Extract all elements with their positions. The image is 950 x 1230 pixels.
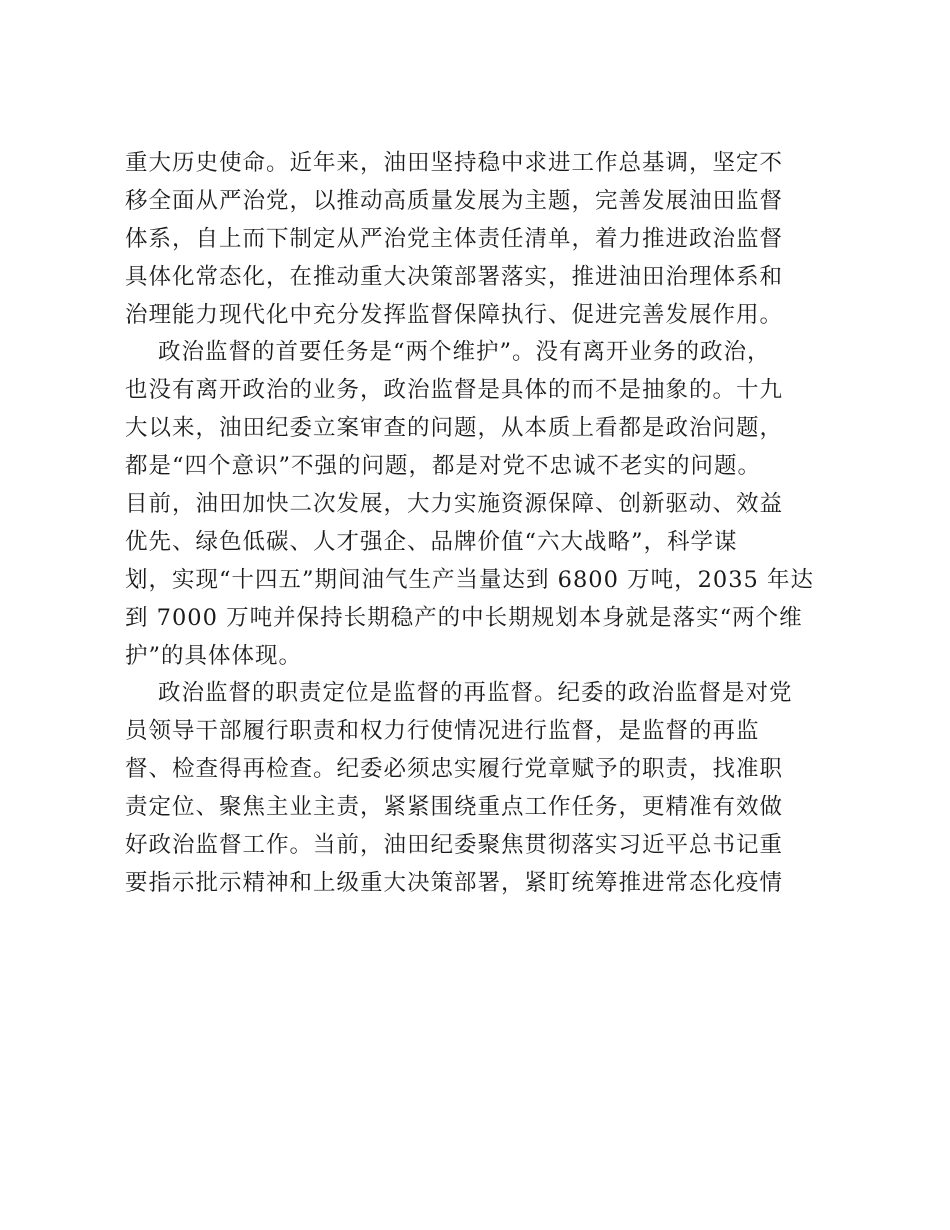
text-line: 政治监督的职责定位是监督的再监督。纪委的政治监督是对党 <box>158 680 793 707</box>
text-line: 责定位、聚焦主业主责，紧紧围绕重点工作任务，更精准有效做 <box>125 794 784 821</box>
document-body <box>125 145 845 903</box>
text-line: 督、检查得再检查。纪委必须忠实履行党章赋予的职责，找准职 <box>125 756 784 783</box>
text-line: 要指示批示精神和上级重大决策部署，紧盯统筹推进常态化疫情 <box>125 869 784 896</box>
text-line: 大以来，油田纪委立案审查的问题，从本质上看都是政治问题， <box>125 415 784 442</box>
text-line: 优先、绿色低碳、人才强企、品牌价值“六大战略”，科学谋 <box>125 528 738 555</box>
text-line: 移全面从严治党，以推动高质量发展为主题，完善发展油田监督 <box>125 187 784 214</box>
text-line: 员领导干部履行职责和权力行使情况进行监督，是监督的再监 <box>125 718 760 745</box>
text-line: 划，实现“十四五”期间油气生产当量达到 6800 万吨，2035 年达 <box>125 566 814 593</box>
text-line: 好政治监督工作。当前，油田纪委聚焦贯彻落实习近平总书记重 <box>125 832 784 859</box>
text-line: 重大历史使命。近年来，油田坚持稳中求进工作总基调，坚定不 <box>125 150 784 176</box>
text-line: 体系，自上而下制定从严治党主体责任清单，着力推进政治监督 <box>125 225 784 252</box>
text-line: 护”的具体体现。 <box>125 642 303 669</box>
text-line: 具体化常态化，在推动重大决策部署落实，推进油田治理体系和 <box>125 263 784 290</box>
text-line: 到 7000 万吨并保持长期稳产的中长期规划本身就是落实“两个维 <box>125 604 803 631</box>
text-line: 治理能力现代化中充分发挥监督保障执行、促进完善发展作用。 <box>125 301 784 328</box>
text-line: 也没有离开政治的业务，政治监督是具体的而不是抽象的。十九 <box>125 377 784 404</box>
text-line: 政治监督的首要任务是“两个维护”。没有离开业务的政治， <box>158 339 771 366</box>
text-line: 都是“四个意识”不强的问题，都是对党不忠诚不老实的问题。 <box>125 453 762 480</box>
text-line: 目前，油田加快二次发展，大力实施资源保障、创新驱动、效益 <box>125 491 784 518</box>
